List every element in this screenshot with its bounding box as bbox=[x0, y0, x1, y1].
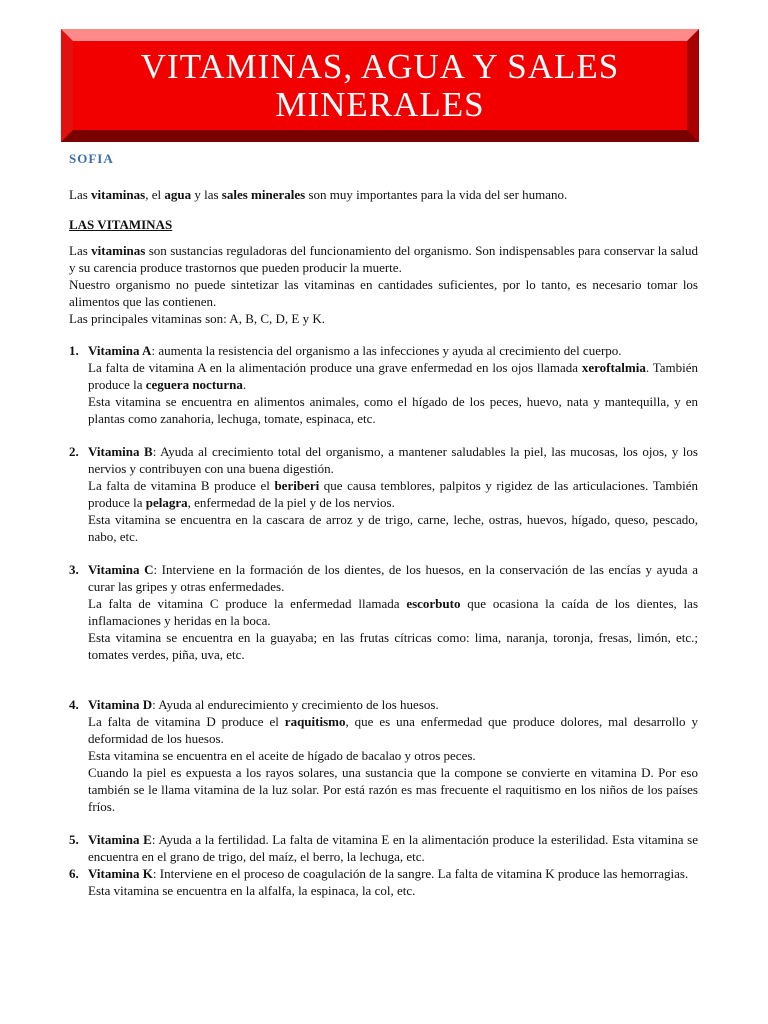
list-item bbox=[69, 443, 698, 545]
synthesis-line: Nuestro organismo no puede sintetizar las vitaminas en cantidades suficientes, por lo tanto, es necesario tomar los alimentos que las contienen. bbox=[69, 277, 698, 309]
item-line: Cuando la piel es expuesta a los rayos solares, una sustancia que la compone se convierte en vitamina D. Por eso también se le llama vitamina de la luz solar. Por está razón es mas frecuente el raquitismo en los niños de los países fríos. bbox=[88, 765, 698, 814]
principal-vitamins-line: Las principales vitaminas son: A, B, C, D, E y K. bbox=[69, 311, 326, 326]
item-text: que ocasiona la caída de los dientes, las inflamaciones y heridas en la boca. bbox=[88, 596, 699, 628]
item-line bbox=[88, 477, 698, 511]
item-line bbox=[88, 342, 698, 359]
item-number: 1. bbox=[69, 343, 79, 358]
item-line bbox=[88, 696, 698, 713]
vitamin-list bbox=[69, 342, 698, 899]
item-text: : Interviene en la formación de los dientes, de los huesos, en la conservación de las encías y ayuda a curar las gripes y otras enfermedades. bbox=[88, 562, 698, 594]
item-text: , enfermedad de la piel y de los nervios. bbox=[187, 495, 395, 510]
list-item bbox=[69, 696, 698, 815]
item-text: : Ayuda a la fertilidad. La falta de vitamina E en la alimentación produce la esterilidad. Esta vitamina se encuentra en el grano de trigo, del maíz, el berro, la lechuga, etc. bbox=[88, 832, 698, 864]
definition-text: Las bbox=[69, 243, 92, 258]
list-item bbox=[69, 561, 698, 663]
item-line: Esta vitamina se encuentra en la alfalfa, la espinaca, la col, etc. bbox=[88, 883, 416, 898]
item-text: : Ayuda al endurecimiento y crecimiento de los huesos. bbox=[152, 697, 439, 712]
intro-text: son muy importantes para la vida del ser humano. bbox=[305, 187, 568, 202]
item-line bbox=[88, 831, 698, 865]
item-number: 3. bbox=[69, 562, 79, 577]
intro-bold-sales: sales minerales bbox=[221, 187, 306, 202]
item-text: . También produce la bbox=[88, 360, 699, 392]
list-item bbox=[69, 342, 698, 427]
definition-bold: vitaminas bbox=[91, 243, 146, 258]
list-item bbox=[69, 865, 698, 899]
item-line bbox=[88, 713, 698, 747]
item-text: La falta de vitamina C produce la enfermedad llamada bbox=[88, 596, 407, 611]
page-title: VITAMINAS, AGUA Y SALES MINERALES bbox=[140, 46, 620, 124]
vitamin-name: Vitamina B bbox=[88, 444, 153, 459]
item-number: 6. bbox=[69, 866, 79, 881]
disease-name: ceguera nocturna bbox=[145, 377, 243, 392]
author-name: SOFIA bbox=[69, 151, 114, 166]
item-line: Esta vitamina se encuentra en la cascara de arroz y de trigo, carne, leche, ostras, huevos, hígado, queso, pescado, nabo, etc. bbox=[88, 512, 698, 544]
definition-text: son sustancias reguladoras del funcionamiento del organismo. Son indispensables para conservar la salud y su carencia produce trastornos que pueden producir la muerte. bbox=[69, 243, 698, 275]
vitamin-name: Vitamina A bbox=[88, 343, 152, 358]
item-text: : Ayuda al crecimiento total del organismo, a mantener saludables la piel, las mucosas, los ojos, y los nervios y contribuyen con una buena digestión. bbox=[88, 444, 698, 476]
title-banner bbox=[61, 29, 699, 142]
intro-text: y las bbox=[191, 187, 222, 202]
item-number: 5. bbox=[69, 832, 79, 847]
item-text: , que es una enfermedad que produce dolores, mal desarrollo y deformidad de los huesos. bbox=[88, 714, 698, 746]
item-line bbox=[88, 561, 698, 595]
item-number: 4. bbox=[69, 697, 79, 712]
item-number: 2. bbox=[69, 444, 79, 459]
item-line bbox=[88, 865, 698, 882]
disease-name: raquitismo bbox=[284, 714, 346, 729]
disease-name: beriberi bbox=[274, 478, 320, 493]
definition-line bbox=[69, 242, 698, 276]
item-line bbox=[88, 595, 698, 629]
disease-name: pelagra bbox=[145, 495, 188, 510]
list-item bbox=[69, 831, 698, 865]
disease-name: escorbuto bbox=[406, 596, 461, 611]
vitamin-name: Vitamina D bbox=[88, 697, 153, 712]
intro-bold-vitaminas: vitaminas bbox=[91, 187, 146, 202]
item-text: La falta de vitamina B produce el bbox=[88, 478, 275, 493]
document-body bbox=[69, 150, 698, 899]
intro-paragraph bbox=[69, 186, 698, 203]
section-heading: LAS VITAMINAS bbox=[69, 217, 173, 232]
intro-bold-agua: agua bbox=[164, 187, 192, 202]
item-text: La falta de vitamina D produce el bbox=[88, 714, 285, 729]
vitamin-name: Vitamina C bbox=[88, 562, 154, 577]
definition-paragraph bbox=[69, 242, 698, 327]
intro-text: Las bbox=[69, 187, 92, 202]
intro-text: , el bbox=[145, 187, 165, 202]
disease-name: xeroftalmia bbox=[581, 360, 646, 375]
item-text: que causa temblores, palpitos y rigidez de las articulaciones. También produce la bbox=[88, 478, 698, 510]
item-line: Esta vitamina se encuentra en el aceite de hígado de bacalao y otros peces. bbox=[88, 748, 476, 763]
item-line bbox=[88, 443, 698, 477]
item-line: Esta vitamina se encuentra en la guayaba; en las frutas cítricas como: lima, naranja, toronja, fresas, limón, etc.; tomates verdes, piña, uva, etc. bbox=[88, 630, 698, 662]
item-line bbox=[88, 359, 698, 393]
item-text: : aumenta la resistencia del organismo a las infecciones y ayuda al crecimiento del cuerpo. bbox=[151, 343, 622, 358]
vitamin-name: Vitamina E bbox=[88, 832, 152, 847]
vitamin-name: Vitamina K bbox=[88, 866, 153, 881]
item-text: . bbox=[242, 377, 247, 392]
item-text: La falta de vitamina A en la alimentación produce una grave enfermedad en los ojos llamada bbox=[88, 360, 582, 375]
item-line: Esta vitamina se encuentra en alimentos animales, como el hígado de los peces, huevo, nata y mantequilla, y en plantas como zanahoria, lechuga, tomate, espinaca, etc. bbox=[88, 394, 698, 426]
item-text: : Interviene en el proceso de coagulación de la sangre. La falta de vitamina K produce las hemorragias. bbox=[152, 866, 689, 881]
